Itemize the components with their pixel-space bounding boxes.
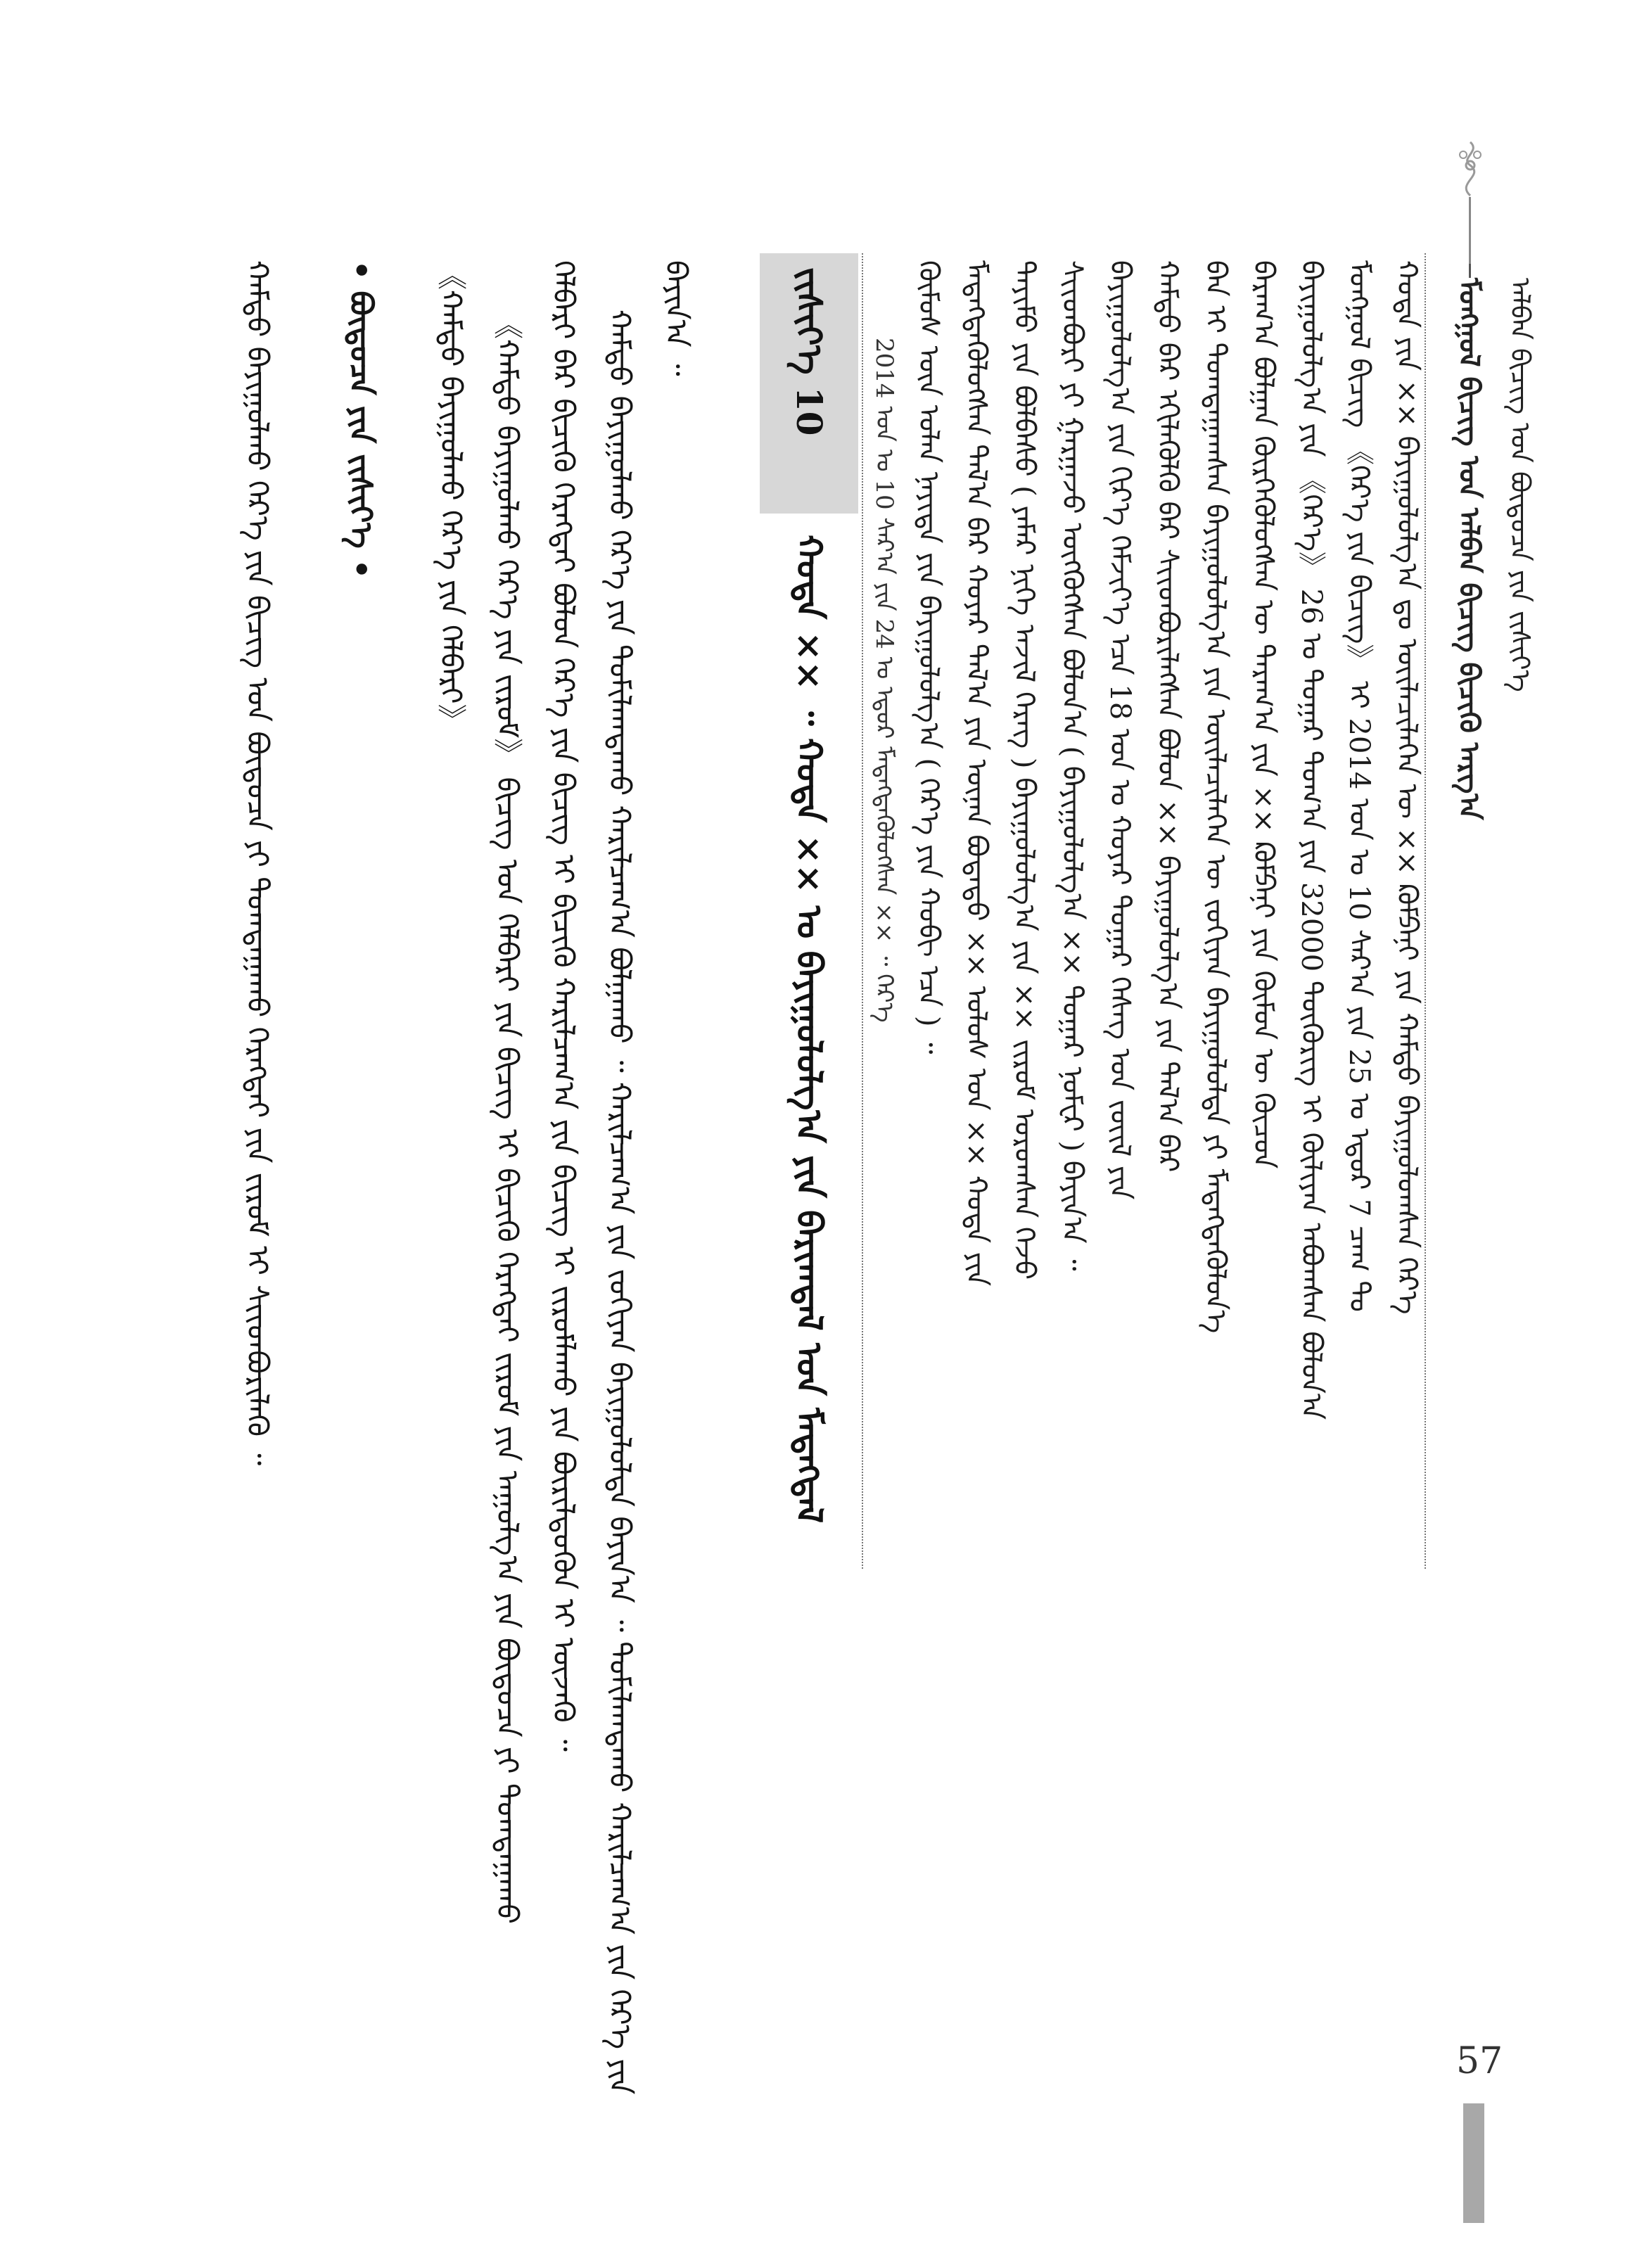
body-line-3: ᠬᠡᠯᠪᠡᠷᠢ ᠪᠠᠷ ᠪᠢᠴᠢᠬᠦ ᠬᠡᠷᠡᠭᠲᠡᠢ ᠪᠣᠯᠣᠨ ᠭᠡᠷ᠎ᠡ ᠶᠢᠨ ᠪᠢᠴᠢᠭ ᠢ ᠪᠢᠴᠢᠬᠦ ᠬᠠᠷᠢᠯᠴᠠᠭ᠎ᠠ ᠶᠢᠨ ᠪᠢᠴᠢᠭ ᠢ ᠵᠢᠷᠤᠮᠯᠠᠬᠤ ᠶᠢᠨ ᠪᠦᠷᠢᠯᠳᠦᠭᠦᠨ ᠢ ᠦᠵᠡᠬᠦ ᠃ bbox=[547, 260, 581, 1752]
box-line-11: ᠬᠦᠮᠦᠰ ᠦᠨ ᠣᠯᠠᠨ ᠨᠡᠶᠢᠲᠡ ᠶᠢᠨ ᠪᠠᠶᠢᠭᠤᠯᠤᠯᠭ᠎ᠠ ( ᠭᠡᠷ᠎ᠡ ᠶᠢᠨ ᠬᠤᠪᠢ ᠡᠴᠡ ) ᠃ bbox=[912, 260, 945, 1055]
body-line-5: 《ᠬᠠᠮᠲᠤ ᠪᠠᠶᠢᠭᠤᠯᠬᠤ ᠭᠡᠷ᠎ᠡ ᠶᠢᠨ ᠬᠡᠯᠪᠡᠷᠢ》 bbox=[434, 260, 469, 734]
body-line-2: ᠬᠠᠮᠲᠤ ᠪᠠᠶᠢᠭᠤᠯᠬᠤ ᠭᠡᠷ᠎ᠡ ᠶᠢᠨ ᠲᠣᠮᠢᠯᠠᠭᠳᠠᠬᠤ ᠬᠠᠷᠢᠯᠴᠠᠭ᠎ᠠ ᠪᠣᠯᠭᠠᠬᠤ ᠃ ᠬᠠᠷᠢᠯᠴᠠᠭ᠎ᠠ ᠶᠢᠨ ᠵᠣᠬᠢᠶᠠᠨ ᠪᠠᠶᠢᠭᠤᠯᠤᠯᠲᠠ ᠪᠠᠶᠢᠨ᠎ᠠ ᠃ ᠲᠣᠮᠢᠯᠠᠭᠳᠠᠬᠤ ᠬᠠᠷᠢᠯᠴᠠᠭ᠎ᠠ ᠶᠢᠨ ᠭᠡᠷ᠎ᠡ ᠶᠢᠨ bbox=[603, 310, 637, 2095]
box-line-3: ᠪᠠᠶᠢᠭᠤᠯᠤᠯᠭ᠎ᠠ ᠶᠢᠨ 《ᠭᠡᠷ᠎ᠡ》 26 ᠤ ᠳᠤᠭᠠᠷ ᠲᠣᠭ᠎ᠠ ᠶᠢᠨ 32000 ᠲᠥᠭᠦᠷᠢᠭ ᠢ ᠬᠦᠯᠢᠶᠡᠨ ᠠᠪᠤᠭᠰᠠᠨ ᠪᠣᠯᠣᠨ᠎ᠠ bbox=[1295, 260, 1327, 1420]
header-rule bbox=[1469, 197, 1471, 264]
box-line-7: ᠪᠠᠶᠢᠭᠤᠯᠤᠯᠭ᠎ᠠ ᠶᠢᠨ ᠬᠢᠷ᠎ᠡ ᠬᠡᠮᠵᠢᠶ᠎ᠡ ᠡᠴᠡ 18 ᠣᠨ ᠤ ᠬᠣᠶᠠᠷ ᠳᠤᠭᠠᠷ ᠬᠡᠰᠡᠭ ᠤᠨ ᠵᠦᠢᠯ ᠶᠢᠨ bbox=[1104, 260, 1136, 1200]
body-line-closing: ᠬᠠᠮᠲᠤ ᠪᠠᠶᠢᠭᠤᠯᠬᠤ ᠭᠡᠷ᠎ᠡ ᠶᠢᠨ ᠪᠢᠴᠢᠭ ᠤᠨ ᠪᠦᠲᠦᠴᠡ ᠶᠢ ᠲᠣᠭᠲᠠᠭᠠᠬᠤ ᠬᠡᠷᠡᠭᠲᠡᠢ ᠶᠢᠨ ᠵᠢᠷᠤᠮ ᠢ ᠰᠢᠢᠳᠪᠦᠷᠢᠯᠡᠬᠦ ᠃ bbox=[241, 260, 275, 1466]
box-line-1: ᠬᠣᠲᠠ ᠶᠢᠨ ×× ᠪᠠᠶᠢᠭᠤᠯᠤᠯᠭ᠎ᠠ ᠳᠤ ᠦᠢᠯᠡᠴᠢᠯᠡᠭᠡᠨ ᠦ ×× ᠺᠣᠮᠫᠠᠨᠢ ᠶᠢᠨ ᠬᠠᠮᠲᠤ ᠪᠠᠶᠢᠭᠤᠯᠤᠭᠰᠠᠨ ᠭᠡᠷ᠎ᠡ bbox=[1391, 260, 1423, 1315]
running-subtitle: ᠠᠯᠪᠠᠨ ᠪᠢᠴᠢᠭ ᠤᠨ ᠪᠦᠲᠦᠴᠡ ᠶᠢᠨ ᠵᠢᠱᠢᠶ᠎ᠡ bbox=[1505, 278, 1536, 692]
header-rule-accent bbox=[1469, 264, 1471, 278]
flourish-ornament-icon bbox=[1449, 141, 1491, 197]
box-line-9: ᠲᠡᠶᠢᠮᠦ ᠶᠢᠨ ᠪᠣᠯᠪᠠᠰᠤ ( ᠶᠠᠮᠠᠷ ᠨᠢᠭᠡ ᠠᠵᠢᠯ ᠬᠡᠷᠡᠭ ) ᠪᠠᠶᠢᠭᠤᠯᠤᠯᠭ᠎ᠠ ᠶᠢᠨ ×× ᠵᠢᠷᠤᠮ ᠣᠷᠤᠭᠰᠠᠨ ᠭᠡᠵᠦ bbox=[1008, 260, 1040, 1280]
body-line-4: 《ᠬᠠᠮᠲᠤ ᠪᠠᠶᠢᠭᠤᠯᠬᠤ ᠭᠡᠷ᠎ᠡ ᠶᠢᠨ ᠵᠢᠷᠤᠮ》 ᠪᠢᠴᠢᠭ ᠤᠨ ᠬᠡᠯᠪᠡᠷᠢ ᠶᠢᠨ ᠪᠢᠴᠢᠭ ᠢ ᠪᠢᠴᠢᠬᠦ ᠬᠡᠷᠡᠭᠲᠡᠢ ᠵᠢᠷᠤᠮ ᠶᠢᠨ ᠠᠭᠤᠯᠭ᠎ᠠ ᠶᠢᠨ ᠪᠦᠲᠦᠴᠡ ᠶᠢ ᠲᠣᠭᠲᠠᠭᠠᠬᠤ bbox=[490, 310, 525, 1924]
example-title: ᠬᠣᠲᠠ ×× ᠃ ᠬᠣᠲᠠ ×× ᠤ ᠪᠠᠶᠢᠭᠤᠯᠤᠯᠭ᠎ᠠ ᠶᠢᠨ ᠪᠠᠷᠢᠭᠳᠠᠯ ᠤᠨ ᠮᠡᠳᠡᠭᠳᠡᠯ bbox=[789, 535, 830, 1524]
box-border-bottom bbox=[1425, 253, 1426, 1569]
box-border-top bbox=[862, 253, 863, 1569]
box-line-10: ᠮᠡᠳᠡᠭᠳᠡᠭᠦᠯᠦᠭᠰᠡᠨ ᠲᠠᠯ᠎ᠠ ᠪᠠᠷ ᠬᠣᠶᠠᠷ ᠲᠠᠯ᠎ᠠ ᠶᠢᠨ ᠦᠨᠡᠨ ᠪᠣᠳᠠᠲᠤ ×× ᠤᠯᠤᠰ ᠤᠨ ×× ᠬᠣᠲᠠ ᠶᠢᠨ bbox=[960, 260, 993, 1287]
example-number: ᠵᠢᠱᠢᠶ᠎ᠡ 10 bbox=[789, 267, 830, 436]
box-date-line: 2014 ᠣᠨ ᠤ 10 ᠰᠠᠷ᠎ᠠ ᠶᠢᠨ 24 ᠤ ᠡᠳᠦᠷ ᠮᠡᠳᠡᠭᠳᠡᠭᠦᠯᠦᠭᠰᠡᠨ ×× ᠃ ᠭᠡᠷ᠎ᠡ bbox=[870, 338, 898, 1023]
page-number: 57 bbox=[1456, 2040, 1503, 2082]
running-title: ᠮᠣᠩᠭᠣᠯ ᠪᠢᠴᠢᠭ ᠤᠨ ᠠᠯᠪᠠᠨ ᠪᠢᠴᠢᠭ ᠪᠢᠴᠢᠬᠦ ᠠᠷᠭ᠎ᠠ bbox=[1453, 278, 1486, 820]
box-line-4: ᠪᠠᠷᠠᠭ᠎ᠠ ᠪᠣᠯᠭᠠᠨ ᠬᠦᠷᠭᠡᠭᠦᠯᠦᠭᠰᠡᠨ ᠦ ᠳᠠᠷᠠᠭ᠎ᠠ ᠶᠢᠨ ×× ᠺᠣᠮᠫᠠᠨᠢ ᠶᠢᠨ ᠬᠦᠮᠦᠨ ᠦ ᠬᠦᠴᠦᠨ bbox=[1247, 260, 1280, 1169]
box-line-8: ᠰᠢᠢᠳᠪᠦᠷᠢ ᠶᠢ ᠭᠠᠷᠭᠠᠵᠤ ᠦᠭᠭᠦᠭᠰᠡᠨ ᠪᠣᠯᠣᠨ᠎ᠠ ( ᠪᠠᠶᠢᠭᠤᠯᠤᠯᠭ᠎ᠠ ×× ᠳᠤᠭᠠᠷ ᠨᠣᠮᠧᠷ ) ᠪᠠᠶᠢᠨ᠎ᠠ ᠃ bbox=[1056, 260, 1088, 1271]
box-line-5: ᠪᠡᠨ ᠢ ᠲᠣᠭᠲᠠᠭᠠᠭᠰᠠᠨ ᠪᠠᠶᠢᠭᠤᠯᠤᠯᠭ᠎ᠠ ᠶᠢᠨ ᠦᠢᠯᠡᠴᠢᠯᠡᠭᠡᠨ ᠦ ᠵᠣᠬᠢᠶᠠᠨ ᠪᠠᠶᠢᠭᠤᠯᠤᠯᠲᠠ ᠶᠢ ᠮᠡᠳᠡᠭᠳᠡᠭᠦᠯᠦᠨ᠎ᠡ bbox=[1199, 260, 1232, 1334]
box-line-6: ᠬᠠᠮᠲᠤ ᠪᠡᠷ ᠡᠬᠢᠯᠡᠭᠦᠯᠬᠦ ᠪᠠᠷ ᠰᠢᠢᠳᠪᠦᠷᠢᠯᠡᠭᠰᠡᠨ ᠪᠣᠯᠤᠨ ×× ᠪᠠᠶᠢᠭᠤᠯᠤᠯᠭ᠎ᠠ ᠶᠢᠨ ᠲᠠᠯ᠎ᠠ ᠪᠠᠷ bbox=[1152, 260, 1184, 1173]
section-bullet-heading: • ᠪᠦᠲᠦᠴᠡ ᠶᠢᠨ ᠵᠢᠱᠢᠶ᠎ᠡ • bbox=[343, 260, 378, 580]
box-line-2: ᠮᠣᠩᠭᠣᠯ ᠪᠢᠴᠢᠭ 《ᠭᠡᠷ᠎ᠡ ᠶᠢᠨ ᠪᠢᠴᠢᠭ》 ᠢ 2014 ᠣᠨ ᠤ 10 ᠰᠠᠷ᠎ᠠ ᠶᠢᠨ 25 ᠤ ᠡᠳᠦᠷ 7 ᠴᠠᠭ ᠲᠤ bbox=[1343, 260, 1375, 1312]
page-edge-bar bbox=[1463, 2103, 1484, 2223]
body-line-1: ᠪᠠᠶᠢᠨ᠎ᠠ ᠃ bbox=[659, 260, 694, 376]
